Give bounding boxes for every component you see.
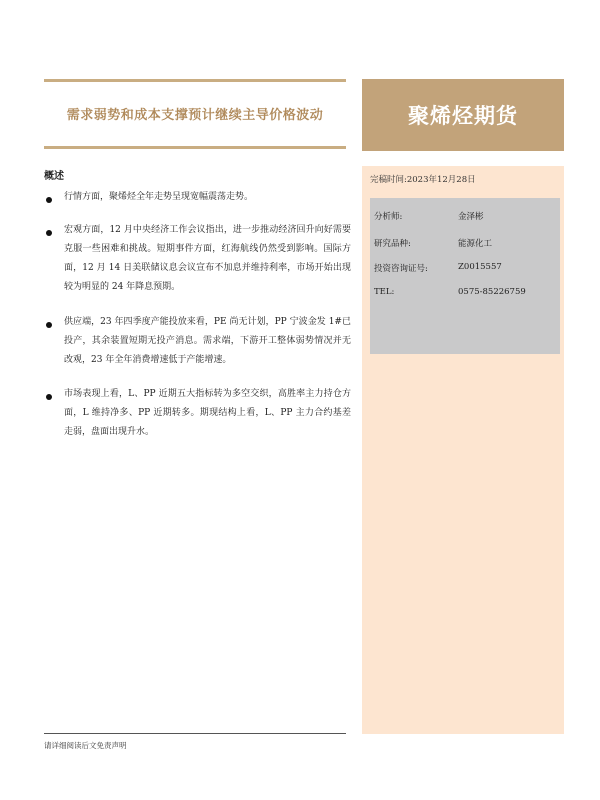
- info-label-license: 投资咨询证号:: [374, 264, 428, 274]
- info-label-analyst: 分析师:: [374, 212, 403, 222]
- report-subtitle: 需求弱势和成本支撑预计继续主导价格波动: [66, 108, 324, 123]
- bullet-icon: [46, 322, 52, 328]
- info-label-category: 研究品种:: [374, 239, 411, 249]
- info-value-license: Z0015557: [458, 262, 502, 272]
- bullet-icon: [46, 230, 52, 236]
- report-title: 聚烯烃期货: [408, 104, 518, 128]
- report-date: 完稿时间:2023年12月28日: [370, 175, 476, 185]
- title-banner: [362, 79, 564, 151]
- overview-paragraph: 市场表现上看，L、PP 近期五大指标转为多空交织，高胜率主力持仓方面，L 维持净多、PP 近期转多。期现结构上看，L、PP 主力合约基差走弱，盘面出现升水。: [64, 389, 351, 437]
- header-bottom-rule: [44, 146, 346, 149]
- info-value-analyst: 金泽彬: [458, 212, 484, 222]
- info-label-tel: TEL:: [374, 287, 395, 297]
- footer-rule: [44, 733, 346, 734]
- overview-paragraph: 宏观方面，12 月中央经济工作会议指出，进一步推动经济回升向好需要克服一些困难和挑战。短期事件方面，红海航线仍然受到影响。国际方面，12 月 14 日美联储议息会议宣布不加息并维持利率，市场开始出现较为明显的 24 年降息预期。: [64, 225, 351, 292]
- disclaimer-note: 请详细阅读后文免责声明: [44, 741, 127, 750]
- info-value-tel: 0575-85226759: [458, 287, 526, 297]
- header-top-rule: [44, 79, 346, 82]
- bullet-icon: [46, 394, 52, 400]
- overview-heading: 概述: [44, 171, 64, 182]
- info-value-category: 能源化工: [458, 239, 493, 249]
- overview-paragraph: 行情方面，聚烯烃全年走势呈现宽幅震荡走势。: [64, 192, 254, 202]
- overview-paragraph: 供应端，23 年四季度产能投放来看，PE 尚无计划，PP 宁波金发 1#已投产，其余装置短期无投产消息。需求端，下游开工整体弱势情况并无改观，23 年全年消费增速低于产能增速。: [64, 317, 351, 365]
- bullet-icon: [46, 197, 52, 203]
